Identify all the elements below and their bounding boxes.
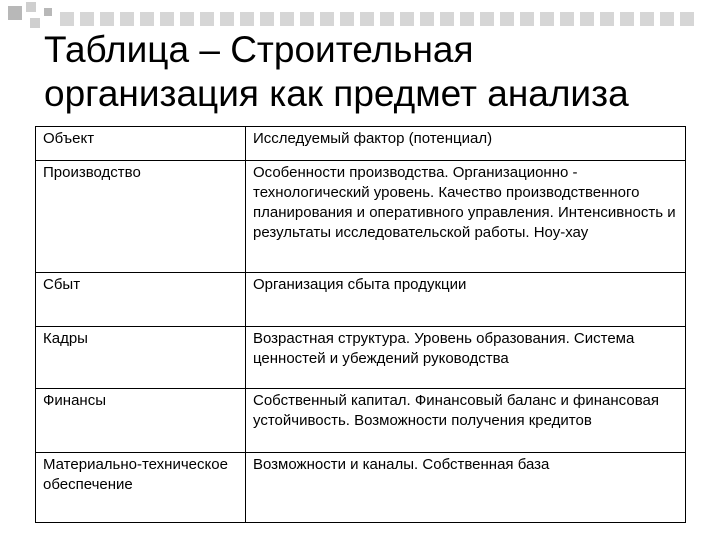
table-header-row bbox=[36, 127, 686, 161]
row-factor: Собственный капитал. Финансовый баланс и финансовая устойчивость. Возможности получения кредитов bbox=[246, 389, 686, 453]
row-object: Производство bbox=[36, 161, 246, 273]
row-object: Кадры bbox=[36, 327, 246, 389]
header-factor: Исследуемый фактор (потенциал) bbox=[246, 127, 686, 161]
row-factor: Организация сбыта продукции bbox=[246, 273, 686, 327]
analysis-table bbox=[35, 126, 686, 523]
table-row bbox=[36, 453, 686, 523]
row-factor: Возможности и каналы. Собственная база bbox=[246, 453, 686, 523]
row-object: Финансы bbox=[36, 389, 246, 453]
slide-title-line-1: Таблица – Строительная bbox=[44, 29, 474, 70]
table-row bbox=[36, 161, 686, 273]
slide-title bbox=[44, 28, 714, 116]
row-object: Материально-техническое обеспечение bbox=[36, 453, 246, 523]
row-factor: Возрастная структура. Уровень образования. Система ценностей и убеждений руководства bbox=[246, 327, 686, 389]
table-row bbox=[36, 273, 686, 327]
row-object: Сбыт bbox=[36, 273, 246, 327]
slide-title-line-2: организация как предмет анализа bbox=[44, 73, 629, 114]
header-object: Объект bbox=[36, 127, 246, 161]
table-row bbox=[36, 327, 686, 389]
row-factor: Особенности производства. Организационно - технологический уровень. Качество производственного планирования и оперативного управления. Интенсивность и результаты исследовательской работы. Ноу-хау bbox=[246, 161, 686, 273]
table-row bbox=[36, 389, 686, 453]
